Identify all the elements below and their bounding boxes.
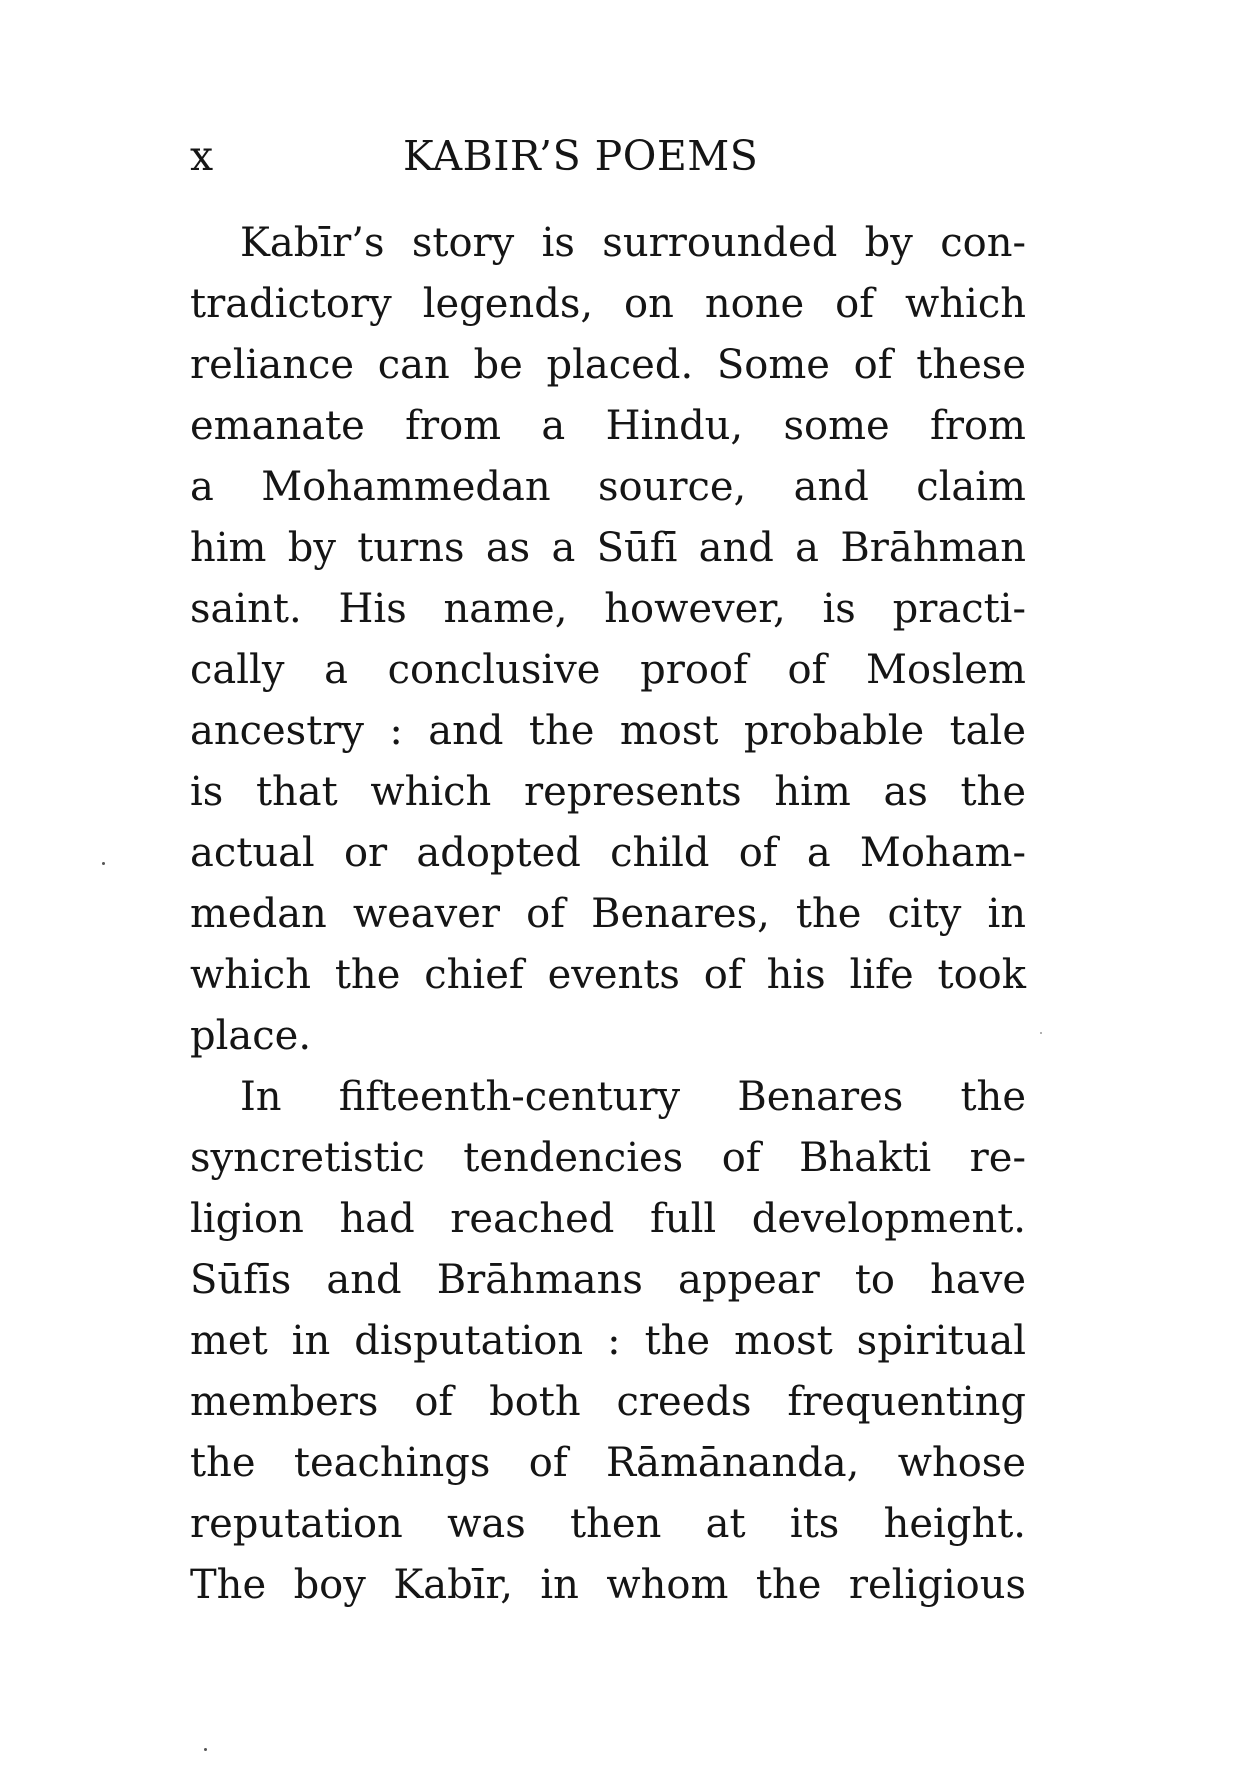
page-number: x <box>190 132 214 180</box>
text-line: him by turns as a Sūfī and a Brāhman <box>190 525 1026 571</box>
text-line: emanate from a Hindu, some from <box>190 403 1026 449</box>
text-line: ligion had reached full development. <box>190 1196 1026 1242</box>
text-line: syncretistic tendencies of Bhakti re- <box>190 1135 1026 1181</box>
text-line: reliance can be placed. Some of these <box>190 342 1026 388</box>
text-line: which the chief events of his life took <box>190 952 1026 998</box>
scan-speck <box>102 862 105 865</box>
text-line: the teachings of Rāmānanda, whose <box>190 1440 1026 1486</box>
text-line: Sūfīs and Brāhmans appear to have <box>190 1257 1026 1303</box>
text-line: actual or adopted child of a Moham- <box>190 830 1026 876</box>
text-line: met in disputation : the most spiritual <box>190 1318 1026 1364</box>
text-line: place. <box>190 1013 312 1059</box>
text-line: cally a conclusive proof of Moslem <box>190 647 1026 693</box>
text-line: saint. His name, however, is practi- <box>190 586 1026 632</box>
text-line: Kabīr’s story is surrounded by con- <box>240 220 1026 266</box>
text-line: The boy Kabīr, in whom the religious <box>190 1562 1026 1608</box>
text-line: is that which represents him as the <box>190 769 1026 815</box>
text-line: ancestry : and the most probable tale <box>190 708 1026 754</box>
running-head <box>190 126 1040 186</box>
text-line: members of both creeds frequenting <box>190 1379 1026 1425</box>
scan-speck <box>1040 1032 1042 1034</box>
body-text <box>190 213 1026 1616</box>
text-line: tradictory legends, on none of which <box>190 281 1026 327</box>
text-line: a Mohammedan source, and claim <box>190 464 1026 510</box>
paragraph-1 <box>190 213 1026 1067</box>
text-line: medan weaver of Benares, the city in <box>190 891 1026 937</box>
running-title: KABIR’S POEMS <box>403 132 759 180</box>
paragraph-2 <box>190 1067 1026 1616</box>
scan-speck <box>204 1748 207 1751</box>
text-line: reputation was then at its height. <box>190 1501 1026 1547</box>
text-line: In fifteenth-century Benares the <box>240 1074 1026 1120</box>
